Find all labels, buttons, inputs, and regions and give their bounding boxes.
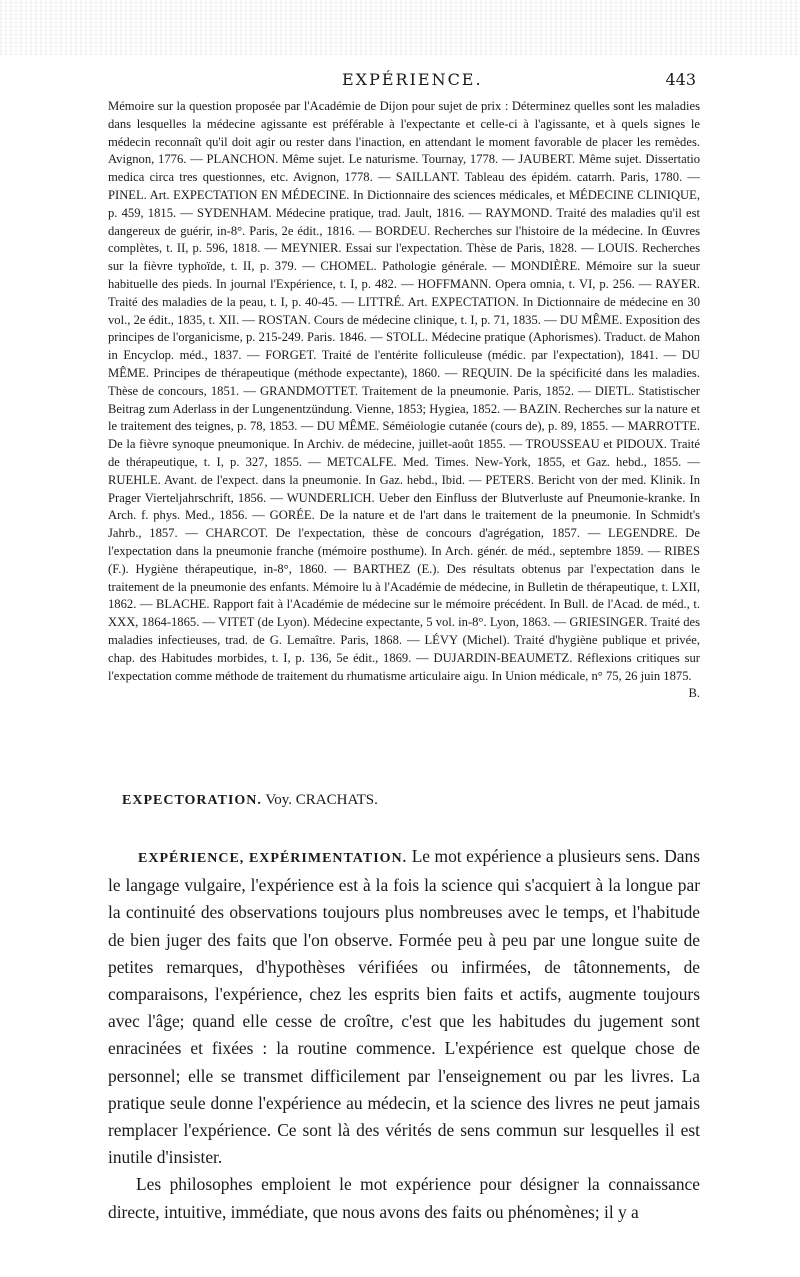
paragraph-1 xyxy=(108,843,700,1171)
scan-edge-noise xyxy=(0,0,800,55)
cross-reference: Voy. CRACHATS. xyxy=(265,792,378,808)
headword-expectoration: EXPECTORATION. xyxy=(122,793,262,808)
paragraph-1-text: Le mot expérience a plusieurs sens. Dans le langage vulgaire, l'expérience est à la fois la science qui s'acquiert à la longue par la continuité des observations toujours plus nombreuses avec le temps, et l'habitude de bien juger des faits que l'on observe. Formée peu à peu par une longue suite de petites remarques, d'hypothèses vérifiées ou infirmées, de tâtonnements, de comparaisons, l'expérience, chez les esprits bien faits et actifs, augmente toujours avec l'âge; quand elle cesse de croître, c'est que les habitudes du jugement sont enracinées et fixées : la routine commence. L'expérience est quelque chose de personnel; elle se transmet difficilement par l'enseignement ou par les livres. La pratique seule donne l'expérience au médecin, et la science des livres ne peut jamais remplacer l'expérience. Ce sont là des vérités de sens commun sur lesquelles il est inutile d'insister. xyxy=(108,846,700,1168)
running-head xyxy=(110,70,696,98)
paragraph-2: Les philosophes emploient le mot expérience pour désigner la connaissance directe, intuitive, immédiate, que nous avons des faits ou phénomènes; il y a xyxy=(108,1174,700,1222)
bibliography-block xyxy=(108,98,700,703)
author-signature: B. xyxy=(688,686,700,701)
headword-experience: EXPÉRIENCE, EXPÉRIMENTATION. xyxy=(138,851,408,866)
entry-expectoration xyxy=(122,792,682,809)
bibliography-text: Mémoire sur la question proposée par l'Académie de Dijon pour sujet de prix : Déterminez quelles sont les maladies dans lesquelles la médecine agissante est préférable à l'expectante et celle-ci à l'agissante, et à quels signes le médecin reconnaît qu'il doit agir ou rester dans l'inaction, en attendant le moment favorable de placer les remèdes. Avignon, 1776. — PLANCHON. Même sujet. Le naturisme. Tournay, 1778. — JAUBERT. Même sujet. Dissertatio medica circa tres questionnes, etc. Avignon, 1778. — SAILLANT. Tableau des épidém. catarrh. Paris, 1780. — PINEL. Art. EXPECTATION EN MÉDECINE. In Dictionnaire des sciences médicales, et MÉDECINE CLINIQUE, p. 459, 1815. — SYDENHAM. Médecine pratique, trad. Jault, 1816. — RAYMOND. Traité des maladies qu'il est dangereux de guérir, in-8°. Paris, 2e édit., 1816. — BORDEU. Recherches sur l'histoire de la médecine. In Œuvres complètes, t. II, p. 596, 1818. — MEYNIER. Essai sur l'expectation. Thèse de Paris, 1828. — LOUIS. Recherches sur la fièvre typhoïde, t. II, p. 379. — CHOMEL. Pathologie générale. — MONDIÈRE. Mémoire sur la sueur habituelle des pieds. In journal l'Expérience, t. I, p. 482. — HOFFMANN. Opera omnia, t. VI, p. 256. — RAYER. Traité des maladies de la peau, t. I, p. 40-45. — LITTRÉ. Art. EXPECTATION. In Dictionnaire de médecine en 30 vol., 2e édit., 1835, t. XII. — ROSTAN. Cours de médecine clinique, t. I, p. 71, 1835. — DU MÊME. Exposition des principes de l'organicisme, p. 215-249. Paris. 1846. — STOLL. Médecine pratique (Aphorismes). Traduct. de Mahon in Encyclop. méd., 1837. — FORGET. Traité de l'entérite folliculeuse (médic. par l'expectation), 1841. — DU MÊME. Principes de thérapeutique (méthode expectante), 1860. — REQUIN. De la spécificité dans les maladies. Thèse de concours, 1851. — GRANDMOTTET. Traitement de la pneumonie. Paris, 1852. — DIETL. Statistischer Beitrag zum Aderlass in der Lungenentzündung. Vienne, 1853; Hygiea, 1852. — BAZIN. Recherches sur la nature et le traitement des teignes, p. 78, 1853. — DU MÊME. Séméiologie cutanée (cours de), p. 89, 1855. — MARROTTE. De la fièvre synoque pneumonique. In Archiv. de médecine, juillet-août 1855. — TROUSSEAU et PIDOUX. Traité de thérapeutique, t. I, p. 327, 1855. — METCALFE. Med. Times. New-York, 1855, et Gaz. hebd., 1855. — RUEHLE. Avant. de l'expect. dans la pneumonie. In Gaz. hebd., Ibid. — PETERS. Bericht von der med. Klinik. In Prager Vierteljahrschrift, 1856. — WUNDERLICH. Ueber den Einfluss der Blutverluste auf Pneumonie-kranke. In Arch. f. phys. Med., 1856. — GORÉE. De la nature et de l'art dans le traitement de la pneumonie. In Schmidt's Jahrb., 1857. — CHARCOT. De l'expectation, thèse de concours d'agrégation, 1857. — LEGENDRE. De l'expectation dans la pneumonie franche (mémoire posthume). In Arch. génér. de méd., septembre 1859. — RIBES (F.). Hygiène thérapeutique, in-8°, 1860. — BARTHEZ (E.). Des résultats obtenus par l'expectation dans le traitement de la pneumonie des enfants. Mémoire lu à l'Académie de médecine, in Bulletin de thérapeutique, t. LXII, 1862. — BLACHE. Rapport fait à l'Académie de médecine sur le mémoire précédent. In Bull. de l'Acad. de méd., t. XXX, 1864-1865. — VITET (de Lyon). Médecine expectante, 5 vol. in-8°. Lyon, 1863. — GRIESINGER. Traité des maladies infectieuses, trad. de G. Lemaître. Paris, 1868. — LÉVY (Michel). Traité d'hygiène publique et privée, chap. des Habitudes morbides, t. I, p. 136, 5e édit., 1869. — DUJARDIN-BEAUMETZ. Réflexions critiques sur l'expectation comme méthode de traitement du rhumatisme articulaire aigu. In Union médicale, n° 75, 26 juin 1875. xyxy=(108,99,700,683)
running-title: EXPÉRIENCE. xyxy=(342,70,483,89)
entry-experience xyxy=(108,843,700,1226)
page-number: 443 xyxy=(665,70,696,89)
